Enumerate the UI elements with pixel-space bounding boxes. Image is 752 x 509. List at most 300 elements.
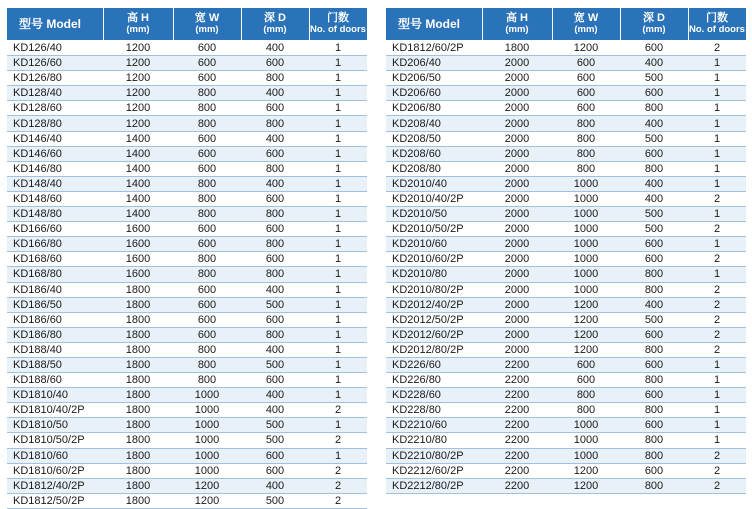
- cell-width: 800: [173, 373, 241, 388]
- cell-doors: 1: [688, 418, 746, 433]
- cell-width: 1000: [552, 222, 620, 237]
- cell-depth: 400: [620, 176, 688, 191]
- table-row: [386, 146, 746, 161]
- cell-depth: 500: [620, 71, 688, 86]
- cell-doors: 2: [309, 463, 367, 478]
- cell-model: KD148/40: [7, 176, 103, 191]
- cell-width: 600: [552, 357, 620, 372]
- table-row: [386, 282, 746, 297]
- cell-depth: 500: [241, 297, 309, 312]
- table-row: [7, 131, 367, 146]
- cell-depth: 400: [620, 116, 688, 131]
- cell-doors: 1: [309, 222, 367, 237]
- cell-depth: 600: [620, 388, 688, 403]
- header-depth: [620, 8, 688, 41]
- cell-width: 800: [173, 342, 241, 357]
- cell-model: KD146/80: [7, 161, 103, 176]
- cell-depth: 800: [241, 71, 309, 86]
- cell-height: 2000: [482, 56, 552, 71]
- cell-doors: 1: [688, 56, 746, 71]
- header-height-unit: (mm): [505, 24, 529, 35]
- table-row: [7, 267, 367, 282]
- cell-width: 800: [173, 252, 241, 267]
- cell-width: 600: [173, 161, 241, 176]
- cell-height: 1800: [103, 433, 173, 448]
- header-model: 型号 Model: [386, 8, 482, 41]
- table-row: [386, 327, 746, 342]
- cell-doors: 1: [688, 101, 746, 116]
- cell-width: 1000: [552, 267, 620, 282]
- cell-doors: 1: [309, 373, 367, 388]
- cell-height: 1800: [103, 357, 173, 372]
- cell-height: 1800: [103, 418, 173, 433]
- cell-model: KD186/50: [7, 297, 103, 312]
- cell-depth: 400: [241, 41, 309, 56]
- cell-width: 1000: [173, 403, 241, 418]
- cell-height: 1200: [103, 86, 173, 101]
- cell-depth: 600: [620, 146, 688, 161]
- table-row: [386, 373, 746, 388]
- cell-model: KD208/60: [386, 146, 482, 161]
- header-doors-en: No. of doors: [310, 24, 366, 35]
- cell-height: 1800: [103, 493, 173, 508]
- cell-height: 2200: [482, 418, 552, 433]
- cell-depth: 600: [620, 418, 688, 433]
- cell-width: 1200: [552, 327, 620, 342]
- cell-width: 1200: [552, 342, 620, 357]
- cell-width: 600: [552, 86, 620, 101]
- cell-model: KD168/80: [7, 267, 103, 282]
- cell-model: KD228/80: [386, 403, 482, 418]
- cell-width: 800: [173, 86, 241, 101]
- cell-model: KD148/80: [7, 207, 103, 222]
- cell-doors: 1: [309, 146, 367, 161]
- cell-model: KD186/60: [7, 312, 103, 327]
- table-row: [7, 373, 367, 388]
- cell-depth: 800: [620, 282, 688, 297]
- cell-doors: 1: [309, 357, 367, 372]
- cell-width: 600: [173, 56, 241, 71]
- cell-height: 1800: [482, 41, 552, 56]
- cell-height: 1600: [103, 222, 173, 237]
- table-row: [386, 222, 746, 237]
- cell-height: 1200: [103, 71, 173, 86]
- cell-model: KD206/50: [386, 71, 482, 86]
- cell-width: 600: [173, 41, 241, 56]
- cell-doors: 1: [688, 237, 746, 252]
- header-row: [7, 8, 367, 41]
- cell-doors: 1: [309, 161, 367, 176]
- table-row: [7, 493, 367, 508]
- table-row: [7, 433, 367, 448]
- table-row: [7, 191, 367, 206]
- cell-width: 1000: [552, 252, 620, 267]
- cell-doors: 1: [309, 116, 367, 131]
- header-height: [103, 8, 173, 41]
- cell-width: 1000: [173, 433, 241, 448]
- cell-doors: 1: [309, 418, 367, 433]
- cell-height: 2000: [482, 222, 552, 237]
- cell-depth: 600: [241, 101, 309, 116]
- cell-model: KD146/40: [7, 131, 103, 146]
- cell-doors: 1: [309, 41, 367, 56]
- header-width-unit: (mm): [195, 24, 219, 35]
- cell-height: 1400: [103, 146, 173, 161]
- cell-doors: 1: [688, 161, 746, 176]
- cell-doors: 1: [309, 312, 367, 327]
- cell-model: KD2010/50: [386, 207, 482, 222]
- cell-depth: 800: [620, 433, 688, 448]
- cell-doors: 1: [309, 191, 367, 206]
- cell-model: KD188/60: [7, 373, 103, 388]
- table-row: [386, 176, 746, 191]
- cell-model: KD208/40: [386, 116, 482, 131]
- header-doors-label: 门数: [327, 12, 349, 24]
- cell-depth: 600: [620, 357, 688, 372]
- cell-width: 1000: [552, 207, 620, 222]
- cell-width: 800: [173, 116, 241, 131]
- cell-model: KD2010/80/2P: [386, 282, 482, 297]
- cell-width: 800: [552, 403, 620, 418]
- cell-width: 1200: [173, 493, 241, 508]
- cell-width: 1200: [552, 478, 620, 493]
- table-row: [7, 282, 367, 297]
- table-row: [386, 252, 746, 267]
- cell-width: 1000: [552, 433, 620, 448]
- header-width-label: 宽 W: [194, 12, 220, 24]
- cell-width: 1200: [552, 312, 620, 327]
- cell-width: 600: [173, 237, 241, 252]
- cell-width: 1000: [173, 463, 241, 478]
- cell-height: 1400: [103, 176, 173, 191]
- cell-height: 1800: [103, 403, 173, 418]
- cell-model: KD1810/60: [7, 448, 103, 463]
- cell-width: 800: [552, 388, 620, 403]
- table-row: [386, 357, 746, 372]
- table-row: [7, 176, 367, 191]
- cell-depth: 500: [241, 433, 309, 448]
- cell-height: 2000: [482, 252, 552, 267]
- cell-height: 2000: [482, 176, 552, 191]
- cell-width: 800: [552, 131, 620, 146]
- cell-width: 1000: [552, 176, 620, 191]
- cell-width: 800: [552, 161, 620, 176]
- cell-width: 1000: [173, 388, 241, 403]
- cell-doors: 1: [688, 388, 746, 403]
- header-height-unit: (mm): [126, 24, 150, 35]
- cell-doors: 1: [309, 71, 367, 86]
- cell-doors: 1: [688, 116, 746, 131]
- table-row: [386, 312, 746, 327]
- cell-model: KD2210/80/2P: [386, 448, 482, 463]
- header-model: 型号 Model: [7, 8, 103, 41]
- cell-model: KD2212/80/2P: [386, 478, 482, 493]
- cell-height: 2000: [482, 207, 552, 222]
- cell-doors: 2: [688, 297, 746, 312]
- cell-height: 2000: [482, 146, 552, 161]
- cell-model: KD1810/50/2P: [7, 433, 103, 448]
- cell-doors: 2: [688, 191, 746, 206]
- table-row: [7, 146, 367, 161]
- cell-depth: 400: [241, 388, 309, 403]
- table-row: [7, 101, 367, 116]
- cell-doors: 1: [688, 71, 746, 86]
- cell-height: 2000: [482, 191, 552, 206]
- table-row: [386, 86, 746, 101]
- cell-width: 600: [173, 146, 241, 161]
- cell-depth: 500: [620, 222, 688, 237]
- cell-width: 1000: [552, 191, 620, 206]
- cell-depth: 400: [241, 342, 309, 357]
- cell-width: 600: [173, 327, 241, 342]
- cell-width: 600: [552, 71, 620, 86]
- cell-height: 1800: [103, 342, 173, 357]
- cell-height: 1200: [103, 101, 173, 116]
- header-doors-en: No. of doors: [689, 24, 745, 35]
- table-row: [7, 161, 367, 176]
- cell-model: KD126/60: [7, 56, 103, 71]
- cell-doors: 1: [688, 131, 746, 146]
- cell-width: 1000: [552, 237, 620, 252]
- table-row: [386, 403, 746, 418]
- cell-depth: 800: [620, 342, 688, 357]
- cell-model: KD128/40: [7, 86, 103, 101]
- table-row: [386, 463, 746, 478]
- table-row: [7, 297, 367, 312]
- cell-model: KD1810/50: [7, 418, 103, 433]
- cell-model: KD1812/60/2P: [386, 41, 482, 56]
- table-row: [386, 478, 746, 493]
- table-row: [7, 71, 367, 86]
- cell-model: KD228/60: [386, 388, 482, 403]
- table-row: [7, 252, 367, 267]
- table-row: [7, 463, 367, 478]
- cell-model: KD128/60: [7, 101, 103, 116]
- cell-height: 2200: [482, 478, 552, 493]
- cell-width: 1200: [552, 297, 620, 312]
- cell-doors: 1: [688, 146, 746, 161]
- cell-width: 1000: [552, 448, 620, 463]
- header-depth: [241, 8, 309, 41]
- cell-width: 1200: [552, 463, 620, 478]
- cell-depth: 800: [620, 403, 688, 418]
- cell-height: 1800: [103, 388, 173, 403]
- cell-width: 1200: [552, 41, 620, 56]
- cell-height: 1800: [103, 327, 173, 342]
- header-row: [386, 8, 746, 41]
- table-row: [7, 207, 367, 222]
- table-row: [386, 41, 746, 56]
- table-row: [386, 448, 746, 463]
- cell-width: 600: [173, 71, 241, 86]
- cell-height: 1800: [103, 312, 173, 327]
- cell-depth: 600: [620, 252, 688, 267]
- cell-height: 2000: [482, 342, 552, 357]
- cell-width: 800: [173, 191, 241, 206]
- cell-depth: 800: [620, 161, 688, 176]
- cell-depth: 500: [241, 418, 309, 433]
- header-doors-label: 门数: [706, 12, 728, 24]
- cell-model: KD2012/80/2P: [386, 342, 482, 357]
- cell-height: 2000: [482, 312, 552, 327]
- cell-height: 2000: [482, 161, 552, 176]
- cell-depth: 600: [241, 463, 309, 478]
- table-row: [386, 191, 746, 206]
- table-row: [386, 237, 746, 252]
- cell-doors: 1: [309, 101, 367, 116]
- cell-doors: 2: [309, 403, 367, 418]
- cell-model: KD126/80: [7, 71, 103, 86]
- cell-width: 1200: [173, 478, 241, 493]
- cell-model: KD2212/60/2P: [386, 463, 482, 478]
- cell-height: 2000: [482, 267, 552, 282]
- table-row: [7, 86, 367, 101]
- table-row: [386, 71, 746, 86]
- cell-width: 600: [173, 312, 241, 327]
- cell-height: 1400: [103, 191, 173, 206]
- cell-height: 2000: [482, 101, 552, 116]
- cell-model: KD1810/60/2P: [7, 463, 103, 478]
- cell-model: KD166/80: [7, 237, 103, 252]
- cell-doors: 1: [309, 131, 367, 146]
- cell-doors: 2: [688, 222, 746, 237]
- cell-model: KD126/40: [7, 41, 103, 56]
- cell-model: KD226/80: [386, 373, 482, 388]
- cell-depth: 600: [620, 41, 688, 56]
- spec-table-left: [7, 8, 368, 509]
- cell-model: KD206/60: [386, 86, 482, 101]
- cell-width: 600: [552, 56, 620, 71]
- cell-depth: 400: [241, 282, 309, 297]
- cell-depth: 600: [620, 463, 688, 478]
- table-row: [7, 357, 367, 372]
- cell-height: 1800: [103, 297, 173, 312]
- cell-doors: 1: [309, 267, 367, 282]
- table-body-right: [386, 41, 746, 494]
- cell-doors: 1: [688, 267, 746, 282]
- cell-width: 600: [552, 101, 620, 116]
- cell-depth: 400: [241, 131, 309, 146]
- header-depth-unit: (mm): [263, 24, 287, 35]
- table-row: [386, 297, 746, 312]
- cell-model: KD2010/50/2P: [386, 222, 482, 237]
- cell-model: KD2012/40/2P: [386, 297, 482, 312]
- cell-height: 1400: [103, 161, 173, 176]
- table-row: [7, 237, 367, 252]
- cell-height: 1600: [103, 267, 173, 282]
- cell-depth: 600: [241, 373, 309, 388]
- header-doors: [688, 8, 746, 41]
- table-row: [7, 448, 367, 463]
- cell-model: KD2010/40/2P: [386, 191, 482, 206]
- cell-doors: 2: [688, 282, 746, 297]
- table-row: [386, 116, 746, 131]
- cell-doors: 2: [688, 342, 746, 357]
- cell-model: KD226/60: [386, 357, 482, 372]
- cell-depth: 500: [241, 493, 309, 508]
- cell-depth: 600: [620, 327, 688, 342]
- cell-depth: 600: [241, 312, 309, 327]
- cell-height: 1200: [103, 56, 173, 71]
- cell-height: 1400: [103, 207, 173, 222]
- cell-height: 2000: [482, 86, 552, 101]
- header-width-label: 宽 W: [573, 12, 599, 24]
- table-row: [386, 433, 746, 448]
- table-row: [7, 222, 367, 237]
- table-row: [7, 327, 367, 342]
- cell-doors: 2: [688, 252, 746, 267]
- cell-width: 1000: [552, 282, 620, 297]
- spec-table-right: [386, 8, 747, 494]
- cell-depth: 400: [620, 56, 688, 71]
- cell-model: KD1810/40: [7, 388, 103, 403]
- cell-depth: 400: [241, 86, 309, 101]
- cell-width: 1000: [173, 448, 241, 463]
- cell-width: 600: [173, 131, 241, 146]
- cell-model: KD188/50: [7, 357, 103, 372]
- cell-depth: 500: [620, 312, 688, 327]
- table-row: [7, 116, 367, 131]
- cell-height: 2000: [482, 131, 552, 146]
- cell-doors: 1: [309, 342, 367, 357]
- cell-depth: 400: [241, 176, 309, 191]
- table-row: [386, 388, 746, 403]
- cell-depth: 400: [241, 403, 309, 418]
- cell-height: 2000: [482, 237, 552, 252]
- cell-doors: 2: [309, 493, 367, 508]
- cell-doors: 1: [688, 373, 746, 388]
- cell-depth: 400: [620, 297, 688, 312]
- table-row: [7, 312, 367, 327]
- cell-depth: 500: [620, 131, 688, 146]
- cell-doors: 1: [688, 433, 746, 448]
- cell-depth: 800: [241, 116, 309, 131]
- cell-depth: 800: [241, 207, 309, 222]
- cell-doors: 2: [688, 478, 746, 493]
- table-row: [386, 131, 746, 146]
- cell-depth: 800: [620, 267, 688, 282]
- table-row: [7, 56, 367, 71]
- cell-height: 2200: [482, 433, 552, 448]
- cell-height: 1600: [103, 252, 173, 267]
- cell-depth: 400: [620, 191, 688, 206]
- cell-height: 1400: [103, 131, 173, 146]
- cell-width: 800: [552, 146, 620, 161]
- cell-depth: 800: [241, 237, 309, 252]
- cell-doors: 1: [688, 403, 746, 418]
- cell-height: 2000: [482, 282, 552, 297]
- cell-height: 2000: [482, 116, 552, 131]
- cell-model: KD208/50: [386, 131, 482, 146]
- header-height: [482, 8, 552, 41]
- table-row: [386, 267, 746, 282]
- cell-height: 2200: [482, 373, 552, 388]
- header-depth-label: 深 D: [643, 12, 665, 24]
- cell-width: 600: [552, 373, 620, 388]
- cell-model: KD206/80: [386, 101, 482, 116]
- cell-width: 1000: [552, 418, 620, 433]
- cell-model: KD188/40: [7, 342, 103, 357]
- cell-height: 2000: [482, 297, 552, 312]
- cell-depth: 600: [241, 252, 309, 267]
- cell-depth: 600: [241, 191, 309, 206]
- cell-model: KD148/60: [7, 191, 103, 206]
- cell-model: KD168/60: [7, 252, 103, 267]
- header-depth-label: 深 D: [264, 12, 286, 24]
- cell-model: KD2012/50/2P: [386, 312, 482, 327]
- cell-doors: 1: [309, 207, 367, 222]
- cell-depth: 800: [241, 161, 309, 176]
